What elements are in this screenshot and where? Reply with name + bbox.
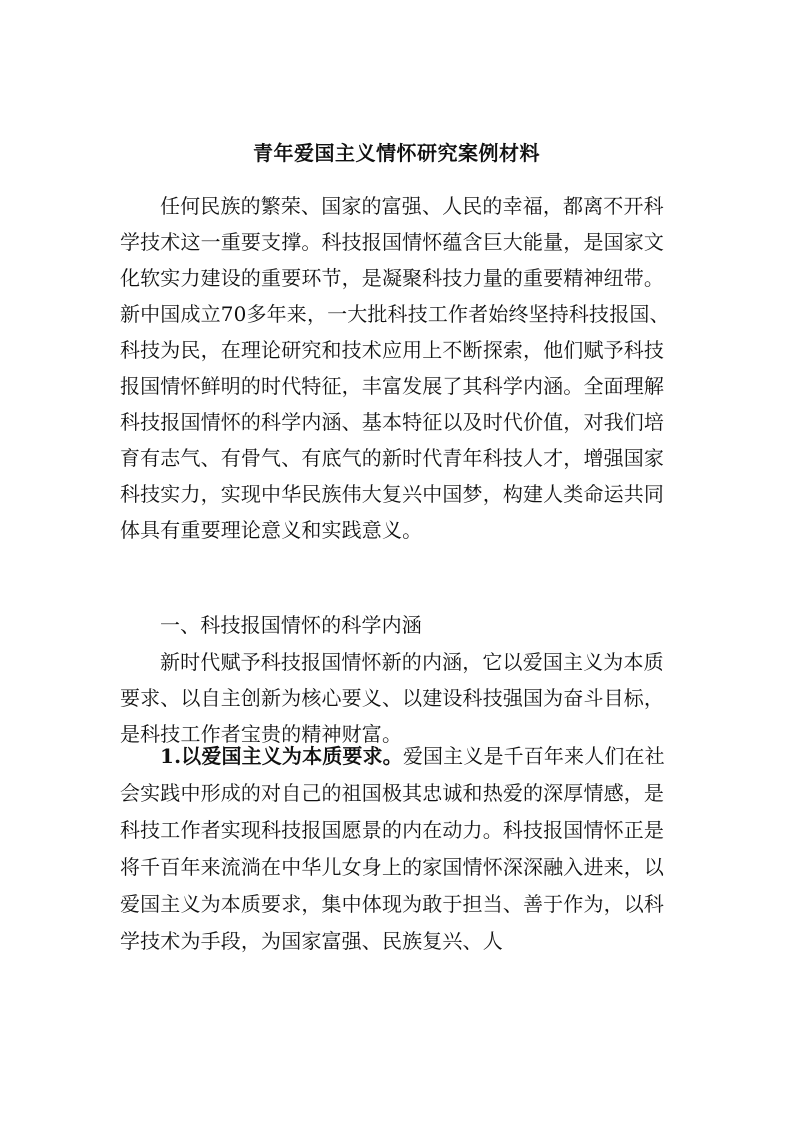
document-title: 青年爱国主义情怀研究案例材料 xyxy=(253,141,540,166)
point-1-lead: 1.以爱国主义为本质要求。 xyxy=(160,744,403,768)
intro-section xyxy=(120,188,680,548)
section-paragraph-block xyxy=(120,644,680,752)
numbered-point-section xyxy=(120,738,680,960)
numbered-paragraph xyxy=(120,738,680,960)
section-title: 一、科技报国情怀的科学内涵 xyxy=(160,613,422,637)
section-heading-block xyxy=(120,607,680,643)
intro-paragraph: 任何民族的繁荣、国家的富强、人民的幸福，都离不开科学技术这一重要支撑。科技报国情怀蕴含巨大能量，是国家文化软实力建设的重要环节，是凝聚科技力量的重要精神纽带。新中国成立70多年来，一大批科技工作者始终坚持科技报国、科技为民，在理论研究和技术应用上不断探索，他们赋予科技报国情怀鲜明的时代特征，丰富发展了其科学内涵。全面理解科技报国情怀的科学内涵、基本特征以及时代价值，对我们培育有志气、有骨气、有底气的新时代青年科技人才，增强国家科技实力，实现中华民族伟大复兴中国梦，构建人类命运共同体具有重要理论意义和实践意义。 xyxy=(120,194,670,542)
section-paragraph: 新时代赋予科技报国情怀新的内涵，它以爱国主义为本质要求、以自主创新为核心要义、以建设科技强国为奋斗目标，是科技工作者宝贵的精神财富。 xyxy=(120,650,665,746)
point-1-text: 爱国主义是千百年来人们在社会实践中形成的对自己的祖国极其忠诚和热爱的深厚情感，是科技工作者实现科技报国愿景的内在动力。科技报国情怀正是将千百年来流淌在中华儿女身上的家国情怀深深融入进来，以爱国主义为本质要求，集中体现为敢于担当、善于作为，以科学技术为手段，为国家富强、民族复兴、人 xyxy=(120,744,665,953)
